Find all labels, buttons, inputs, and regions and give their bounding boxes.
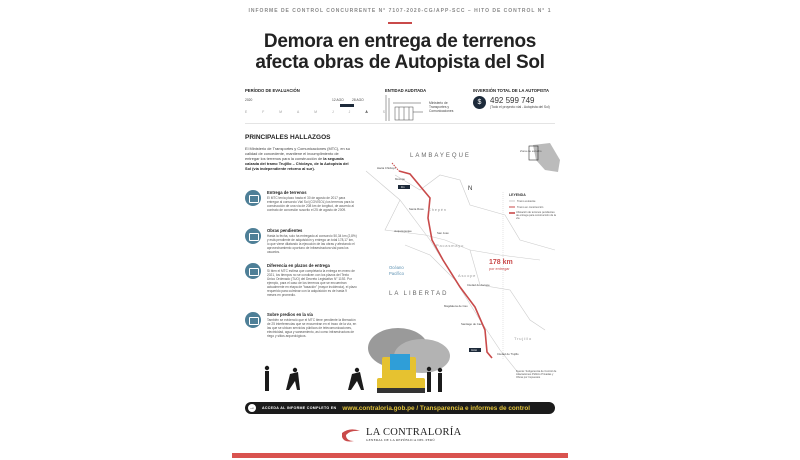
legend-item: Tramo existente xyxy=(517,200,536,203)
entity-name: Ministerio de Transportes y Comunicaciones xyxy=(429,101,454,113)
contraloria-logo xyxy=(340,427,462,443)
arrow-right-icon: → xyxy=(249,405,255,411)
province-label: Trujillo xyxy=(514,336,533,341)
north-arrow: N xyxy=(468,186,473,192)
km-pending-sub: por entregar xyxy=(489,267,510,271)
month-label: J xyxy=(332,110,334,114)
fin-label: Fin xyxy=(401,186,405,189)
month-label: A xyxy=(297,110,300,114)
construction-illustration xyxy=(265,328,450,393)
finding-title: Sobre predios en la vía xyxy=(267,312,313,317)
place-label: Magdalena de Cao xyxy=(444,304,468,308)
intro-text: El Ministerio de Transportes y Comunicaciones (MTC), en su calidad de concedente, mantiene el incumplimiento de entregar los terrenos para la construcción de xyxy=(245,146,350,161)
title-line: Demora en entrega de terrenos xyxy=(263,31,537,52)
dollar-icon: $ xyxy=(473,96,486,109)
route-line xyxy=(399,171,492,358)
finding-title: Diferencia en plazos de entrega xyxy=(267,263,330,268)
place-label: Ciudad de Trujillo xyxy=(497,352,519,356)
ocean-label: Océano xyxy=(389,265,404,270)
finding-text: También se evidenció que el MTC tiene pendiente la liberación de 25 interferencias que se encuentran en el trazo de la vía, en las que se ubican servicios públicos de telecomunicaciones, electricidad, agua y saneamiento, así como infraestructura de riego y sitios arqueológicos. xyxy=(267,318,357,338)
peru-minimap xyxy=(533,143,560,172)
inicio-label: Inicio xyxy=(471,349,478,352)
province-label: Pacasmayo xyxy=(436,243,465,248)
legend-item: Tramo en construcción xyxy=(517,206,544,209)
finding-text: Si bien el MTC estima que completaría la entrega en enero de 2021, los tiempos no se condicen con los plazos del Texto Único Ordenado (TUO) del Decreto Legislativo N° 1192. Por ejemplo, para el caso de los terrenos que se encuentran actualmente en etapa de "tasación" (mayor incidencia), el plazo requerido para culminar con la adquisición es de hasta 9 meses en promedio. xyxy=(267,269,357,297)
report-link[interactable]: www.contraloria.gob.pe / Transparencia e informes de control xyxy=(342,404,531,412)
logo-mark xyxy=(340,427,362,443)
place-label: Santiago de Cao xyxy=(461,322,482,326)
month-label: M xyxy=(314,110,317,114)
legend-item: Ubicación de terrenos pendientes de entrega para construcción de la vía xyxy=(516,211,556,220)
region-lambayeque: LAMBAYEQUE xyxy=(410,153,471,159)
report-link-banner[interactable] xyxy=(245,402,555,414)
intro-bold: la segunda calzada del tramo Trujillo – Chiclayo, de la Autopista del Sol (vía independiente retorno al sur). xyxy=(245,156,349,171)
region-la-libertad: LA LIBERTAD xyxy=(389,291,449,297)
footer-bar xyxy=(232,453,568,458)
legend-title: LEYENDA xyxy=(509,193,526,197)
investment-label: INVERSIÓN TOTAL DE LA AUTOPISTA xyxy=(473,88,550,93)
report-kicker: INFORME DE CONTROL CONCURRENTE N° 7107-2020-CG/APP-SCC – HITO DE CONTROL N° 1 xyxy=(248,8,552,14)
period-year: 2020 xyxy=(245,98,253,102)
month-label: S xyxy=(382,110,385,114)
month-label: M xyxy=(279,110,282,114)
month-label: F xyxy=(262,110,265,114)
banner-text: ACCEDA AL INFORME COMPLETO EN xyxy=(262,406,337,410)
place-label: Ciudad de Ascope xyxy=(467,283,490,287)
logo-name: LA CONTRALORÍA xyxy=(366,427,462,438)
place-label: San José xyxy=(437,231,449,235)
finding-title: Obras pendientes xyxy=(267,228,303,233)
investment-note: (Todo el proyecto vial - Autopista del Sol) xyxy=(490,105,550,109)
place-label: Mocupe xyxy=(395,177,405,181)
study-zone-label: Zona de estudio xyxy=(520,149,542,153)
period-label: PERÍODO DE EVALUACIÓN xyxy=(245,88,300,93)
period-end: 28 AGO xyxy=(352,98,364,102)
province-label: Chepén xyxy=(428,207,447,212)
finding-text: Hasta la fecha, solo ha entregado al consorcio 50,34 km (2,8%) y está pendiente de adquisición y entrega un total 178,17 km, lo que viene dilatando la ejecución de las obras y afectando el aprovechamiento oportuno de infraestructura vial para los usuarios. xyxy=(267,234,357,254)
title-line: afecta obras de Autopista del Sol xyxy=(255,52,545,73)
province-label: Ascope xyxy=(458,273,477,278)
finding-text: El MTC tenía plazo hasta el 30 de agosto de 2017 para entregar al consorcio Vial Sol (COVISOL) los terrenos para la construcción de una vía de 208 km de longitud, de acuerdo al contrato de concesión suscrito el 25 de agosto de 2009. xyxy=(267,196,355,212)
place-label: Santa Rosa xyxy=(409,207,424,211)
place-label: Jequetepeque xyxy=(394,229,412,233)
km-pending: 178 km xyxy=(489,259,513,266)
month-label: E xyxy=(245,110,248,114)
finding-title: Entrega de terrenos xyxy=(267,190,307,195)
place-label: Hacia Chiclayo xyxy=(377,166,396,170)
findings-title: PRINCIPALES HALLAZGOS xyxy=(245,134,331,141)
period-start: 12 AGO xyxy=(332,98,344,102)
month-label: J xyxy=(348,110,351,114)
ocean-label: Pacífico xyxy=(389,271,404,276)
map-source: Fuente: Subgerencia de Control de Asociaciones Público Privadas y Obras por Impuestos xyxy=(516,370,557,379)
entity-label: ENTIDAD AUDITADA xyxy=(385,88,427,93)
investment-amount: 492 599 749 xyxy=(490,96,535,105)
logo-sub: GENERAL DE LA REPÚBLICA DEL PERÚ xyxy=(366,438,435,442)
month-label: A xyxy=(365,110,368,114)
